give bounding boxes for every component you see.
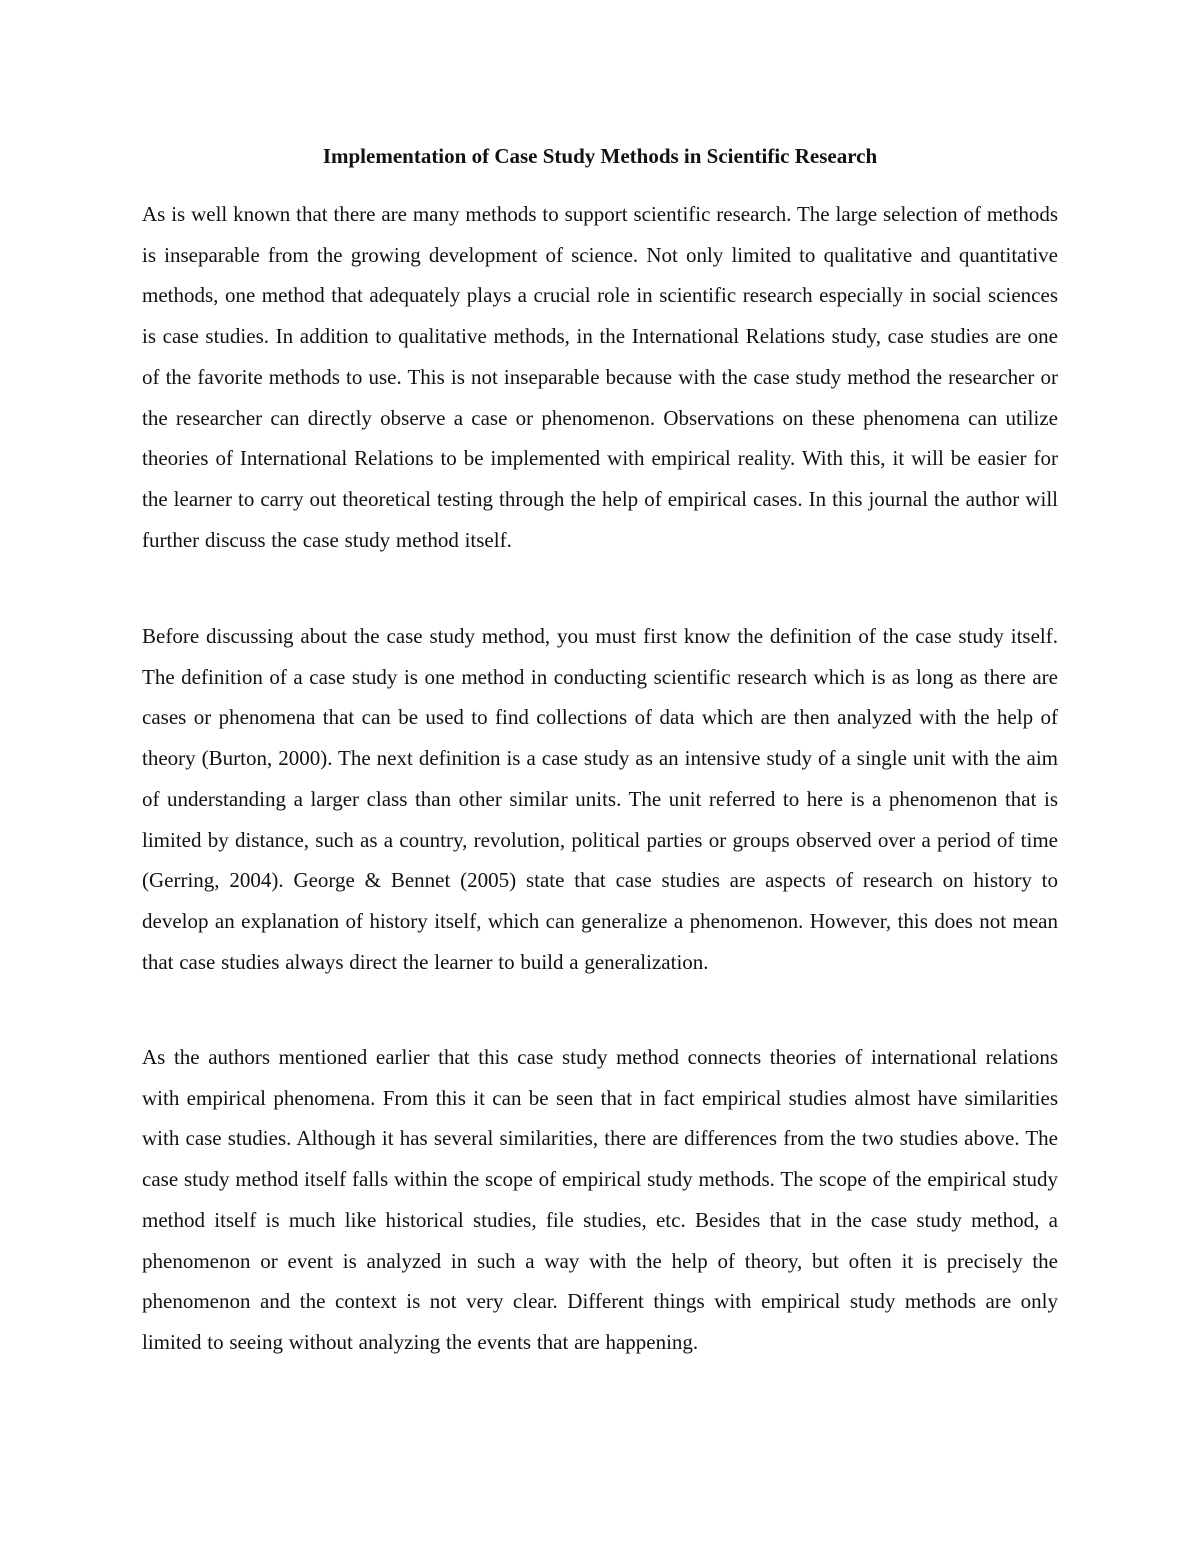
paragraph-2: Before discussing about the case study method, you must first know the definition of the case study itself. The definition of a case study is one method in conducting scientific research which is as long as there are cases or phenomena that can be used to find collections of data which are then analyzed with the help of theory (Burton, 2000). The next definition is a case study as an intensive study of a single unit with the aim of understanding a larger class than other similar units. The unit referred to here is a phenomenon that is limited by distance, such as a country, revolution, political parties or groups observed over a period of time (Gerring, 2004). George & Bennet (2005) state that case studies are aspects of research on history to develop an explanation of history itself, which can generalize a phenomenon. However, this does not mean that case studies always direct the learner to build a generalization. <box>142 624 1058 974</box>
paragraph-3: As the authors mentioned earlier that this case study method connects theories of international relations with empirical phenomena. From this it can be seen that in fact empirical studies almost have similarities with case studies. Although it has several similarities, there are differences from the two studies above. The case study method itself falls within the scope of empirical study methods. The scope of the empirical study method itself is much like historical studies, file studies, etc. Besides that in the case study method, a phenomenon or event is analyzed in such a way with the help of theory, but often it is precisely the phenomenon and the context is not very clear. Different things with empirical study methods are only limited to seeing without analyzing the events that are happening. <box>142 1045 1058 1354</box>
paragraph-1: As is well known that there are many methods to support scientific research. The large selection of methods is inseparable from the growing development of science. Not only limited to qualitative and quantitative methods, one method that adequately plays a crucial role in scientific research especially in social sciences is case studies. In addition to qualitative methods, in the International Relations study, case studies are one of the favorite methods to use. This is not inseparable because with the case study method the researcher or the researcher can directly observe a case or phenomenon. Observations on these phenomena can utilize theories of International Relations to be implemented with empirical reality. With this, it will be easier for the learner to carry out theoretical testing through the help of empirical cases. In this journal the author will further discuss the case study method itself. <box>142 202 1058 552</box>
document-title: Implementation of Case Study Methods in Scientific Research <box>322 144 878 168</box>
